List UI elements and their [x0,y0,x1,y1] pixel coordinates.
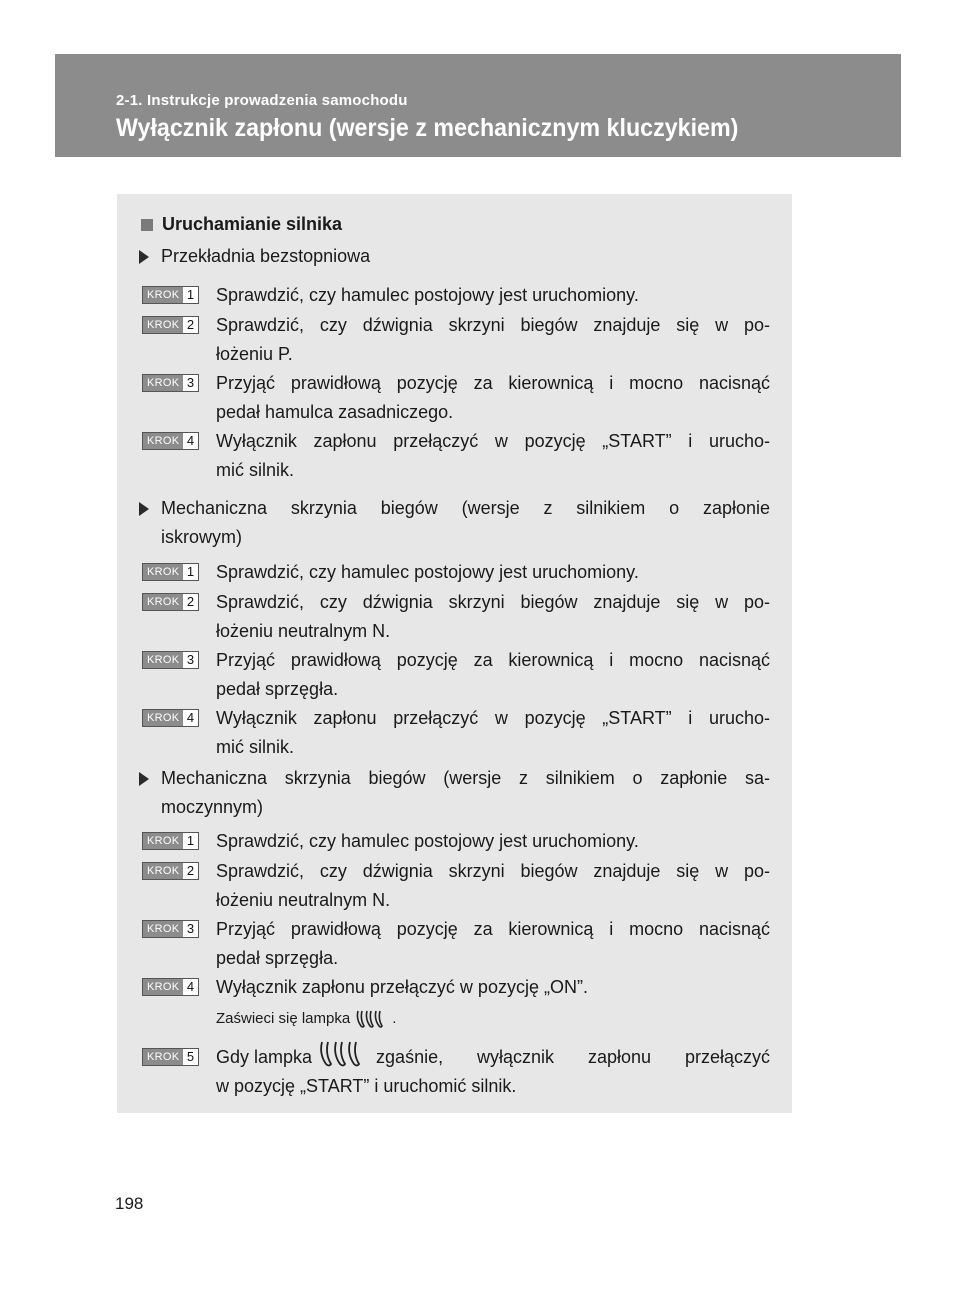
step-text: mić silnik. [216,737,295,757]
step-text: łożeniu neutralnym N. [216,890,391,910]
step-badge: KROK 1 [142,286,199,304]
step-text: Sprawdzić, czy hamulec postojowy jest uruchomiony. [216,831,639,851]
step-badge: KROK 3 [142,374,199,392]
step-text: Sprawdzić, czy hamulec postojowy jest uruchomiony. [216,562,639,582]
step-text: Gdy lampka zgaśnie, wyłącznik zapłonu przełączyć [216,1043,770,1072]
triangle-bullet-icon [139,772,149,786]
page-header [55,54,901,157]
step-badge: KROK 4 [142,432,199,450]
step-badge: KROK 2 [142,316,199,334]
section-heading-text: Uruchamianie silnika [162,214,343,234]
page-number: 198 [115,1194,144,1213]
triangle-bullet-icon [139,502,149,516]
step-text: mić silnik. [216,460,295,480]
step-text: Wyłącznik zapłonu przełączyć w pozycję „ON”. [216,977,588,997]
step-text: Wyłącznik zapłonu przełączyć w pozycję „START” i urucho- [216,708,770,728]
step-badge: KROK 1 [142,832,199,850]
triangle-bullet-icon [139,250,149,264]
step-text: Przyjąć prawidłową pozycję za kierownicą i mocno nacisnąć [216,919,770,939]
step-badge: KROK 3 [142,651,199,669]
step-text: pedał sprzęgła. [216,679,339,699]
bullet-text: Mechaniczna skrzynia biegów (wersje z silnikiem o zapłonie [161,498,770,518]
bullet-text: Przekładnia bezstopniowa [161,246,371,266]
step-text: Sprawdzić, czy dźwignia skrzyni biegów znajduje się w po- [216,315,770,335]
bullet-text: Mechaniczna skrzynia biegów (wersje z silnikiem o zapłonie sa- [161,768,770,788]
step-text: Sprawdzić, czy dźwignia skrzyni biegów znajduje się w po- [216,592,770,612]
step-text: Przyjąć prawidłową pozycję za kierownicą i mocno nacisnąć [216,373,770,393]
step-badge: KROK 2 [142,862,199,880]
step-text: pedał hamulca zasadniczego. [216,402,454,422]
step-text: Przyjąć prawidłową pozycję za kierownicą i mocno nacisnąć [216,650,770,670]
step-text: w pozycję „START” i uruchomić silnik. [216,1076,517,1096]
bullet-text: moczynnym) [161,797,264,817]
step-text: Sprawdzić, czy hamulec postojowy jest uruchomiony. [216,285,639,305]
step-note-text: Zaświeci się lampka . [216,1004,396,1033]
step-text: łożeniu P. [216,344,293,364]
step-text: pedał sprzęgła. [216,948,339,968]
step-badge: KROK 4 [142,978,199,996]
page-title: Wyłącznik zapłonu (wersje z mechanicznym kluczykiem) [116,114,739,142]
content-box [117,194,792,1113]
glow-plug-indicator-icon [316,1040,366,1068]
bullet-text: iskrowym) [161,527,242,547]
step-text: Sprawdzić, czy dźwignia skrzyni biegów znajduje się w po- [216,861,770,881]
section-label: 2-1. Instrukcje prowadzenia samochodu [116,92,408,109]
glow-plug-indicator-icon [354,1009,388,1029]
step-badge: KROK 4 [142,709,199,727]
step-badge: KROK 5 [142,1048,199,1066]
step-text: łożeniu neutralnym N. [216,621,391,641]
step-badge: KROK 1 [142,563,199,581]
step-badge: KROK 3 [142,920,199,938]
section-heading [141,214,342,235]
step-badge: KROK 2 [142,593,199,611]
step-text: Wyłącznik zapłonu przełączyć w pozycję „START” i urucho- [216,431,770,451]
square-bullet-icon [141,219,153,231]
